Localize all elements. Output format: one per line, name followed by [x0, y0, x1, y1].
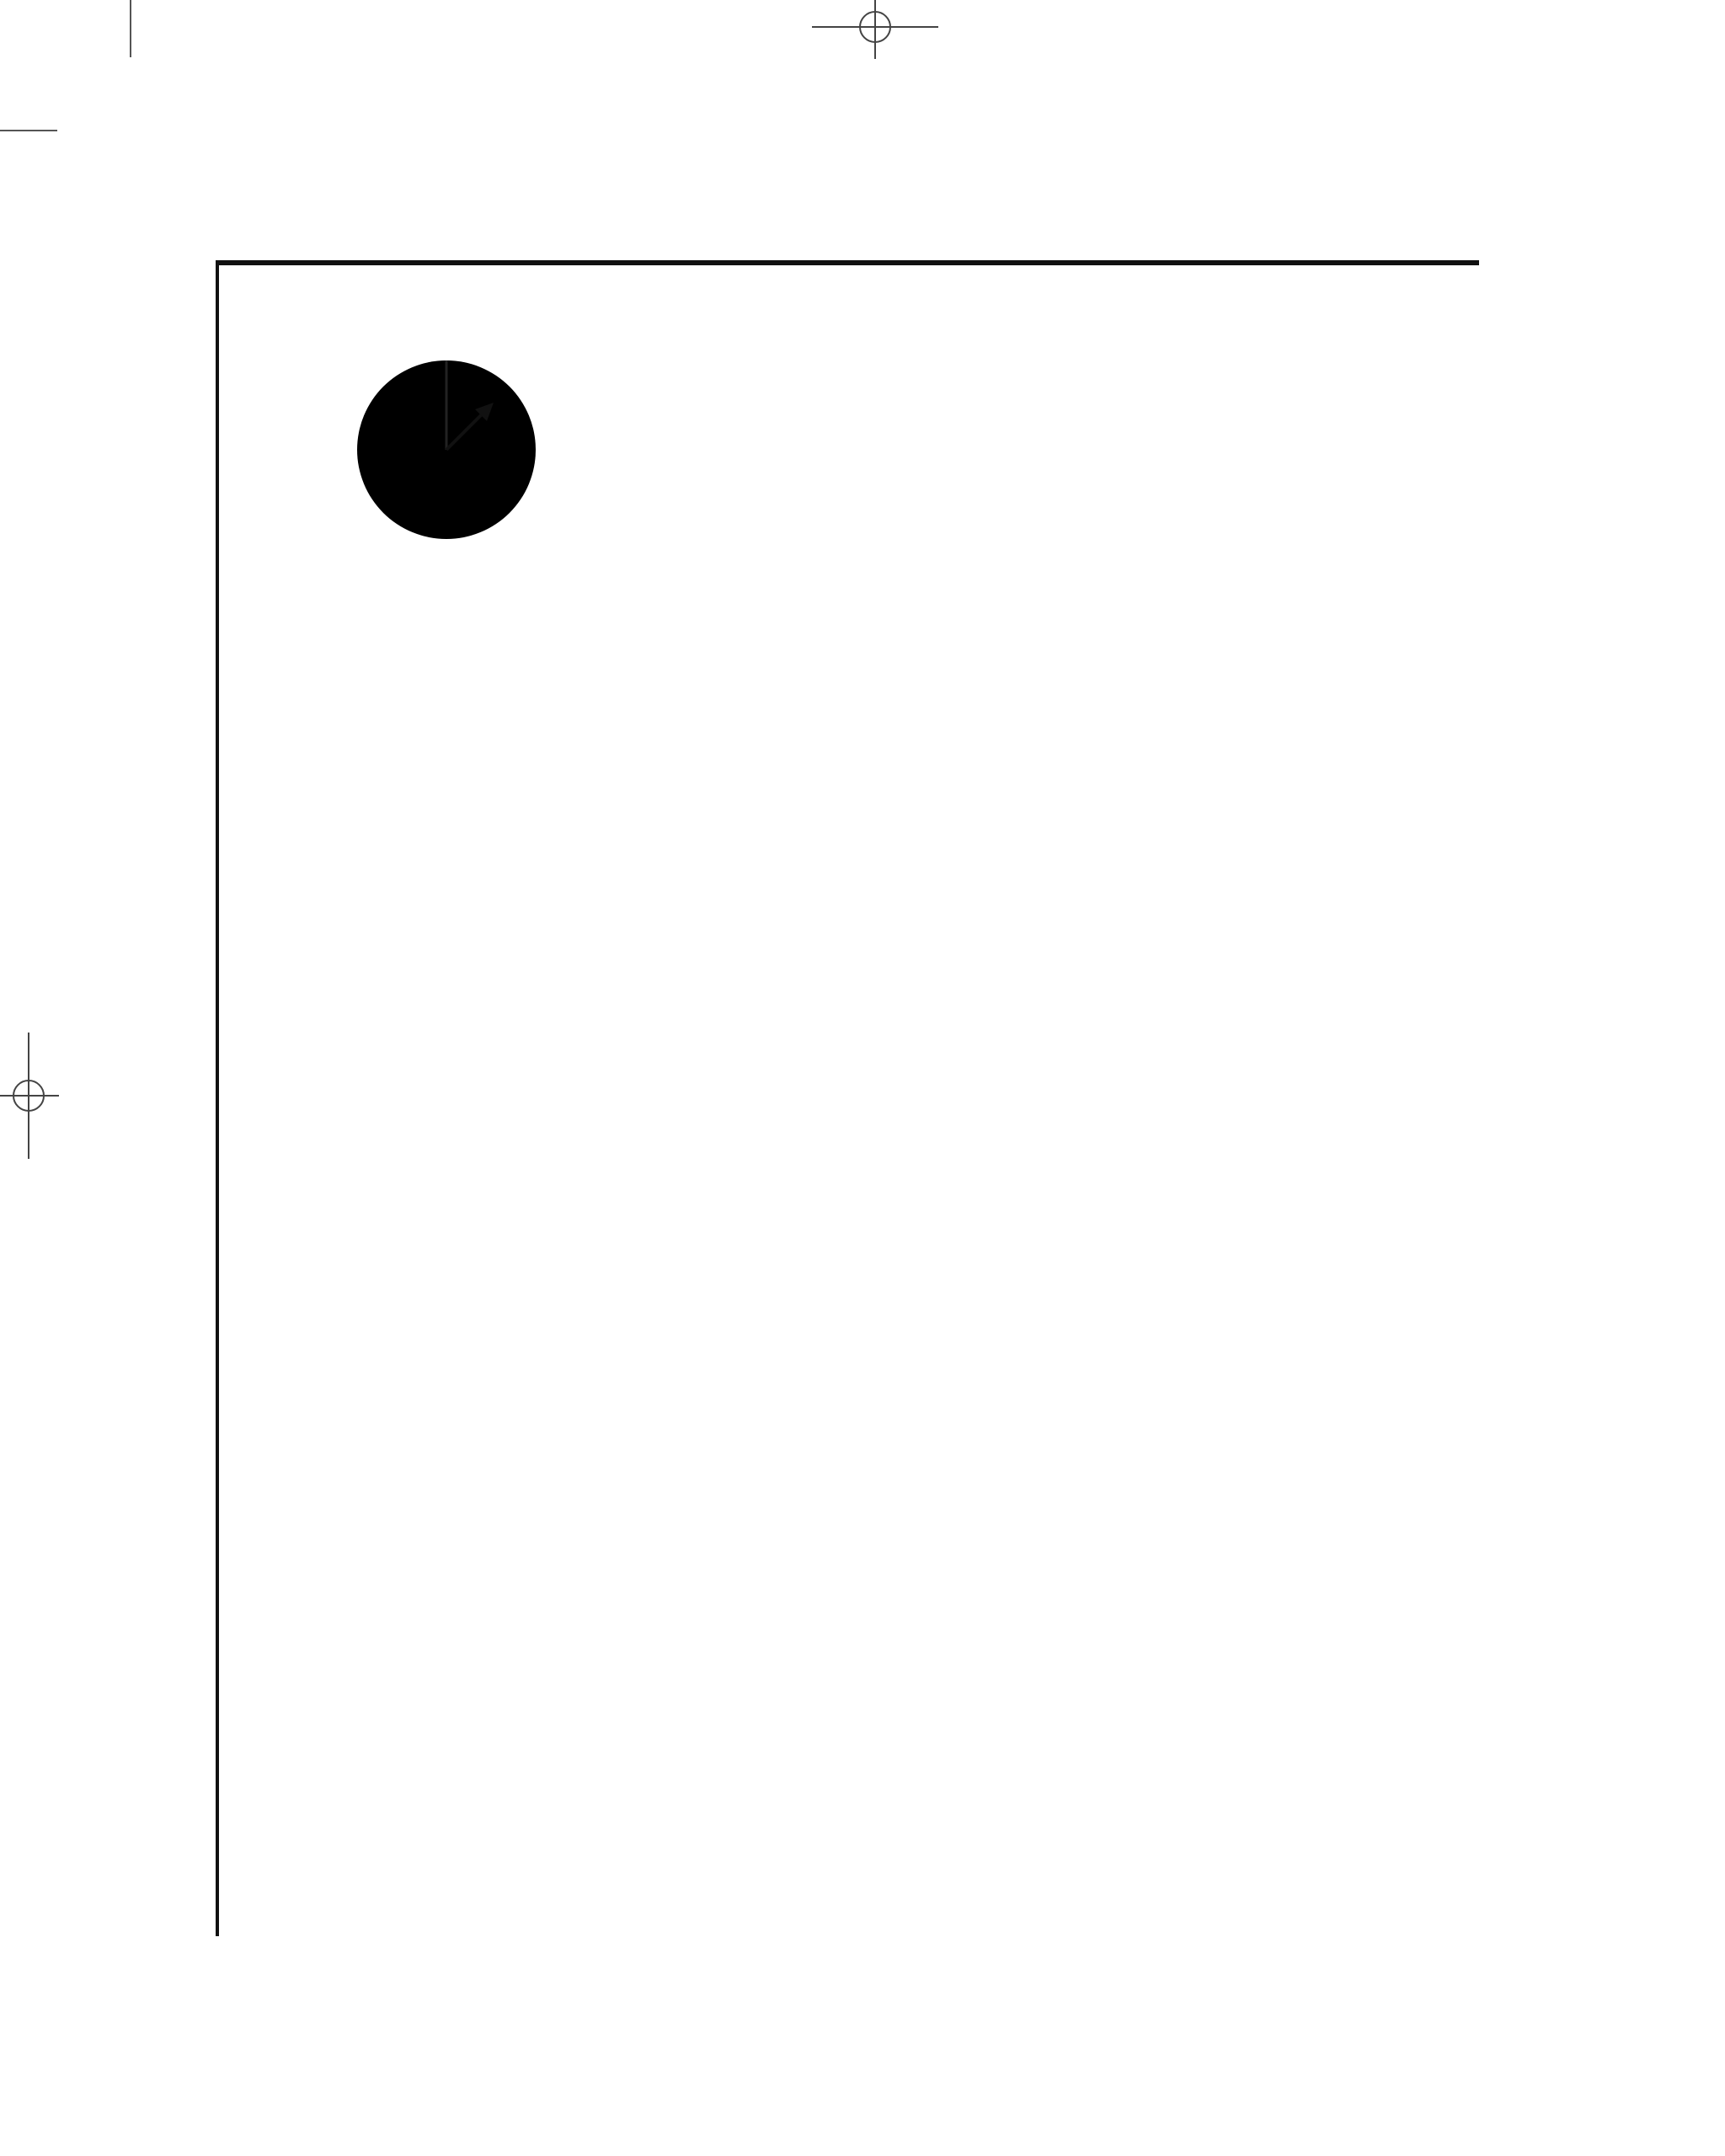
registration-mark-left	[0, 1033, 59, 1159]
registration-mark-top	[812, 0, 938, 59]
crop-mark-top-left	[130, 0, 131, 57]
spinner-figure	[354, 357, 539, 542]
crop-mark-left	[0, 130, 57, 131]
top-rule	[216, 260, 1479, 265]
slug-line	[138, 5, 212, 26]
left-rule	[216, 260, 219, 1936]
spinner-bottom-half	[357, 450, 536, 539]
